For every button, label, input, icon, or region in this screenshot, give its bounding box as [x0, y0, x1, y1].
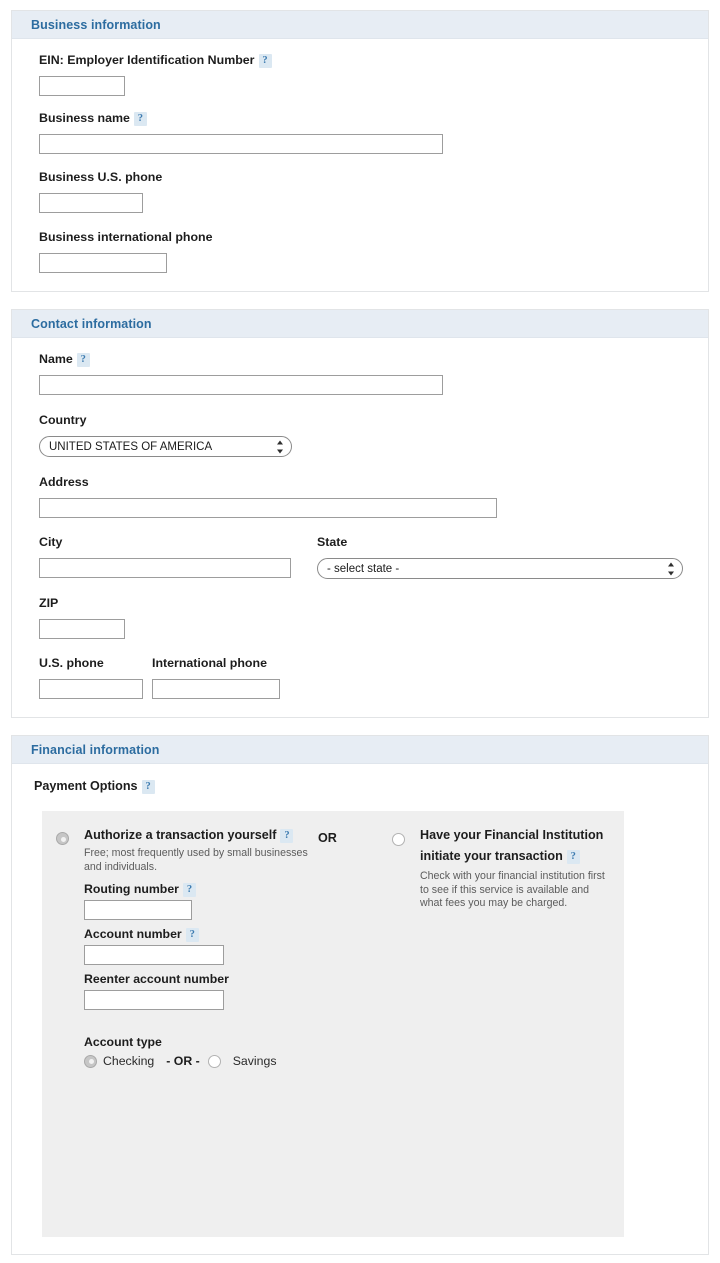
option-institution-help-icon[interactable]: ? [567, 850, 580, 864]
option-authorize-self-title: Authorize a transaction yourself [84, 828, 277, 842]
country-field [39, 412, 690, 457]
option-institution-initiate[interactable] [380, 825, 610, 919]
account-type-row [84, 1054, 318, 1068]
ein-help-icon[interactable]: ? [259, 54, 272, 68]
option-authorize-self-help-icon[interactable]: ? [280, 829, 293, 843]
address-field [39, 474, 690, 518]
radio-authorize-self[interactable] [56, 832, 69, 845]
contact-name-help-icon[interactable]: ? [77, 353, 90, 367]
business-information-header: Business information [12, 11, 708, 39]
business-information-panel [11, 10, 709, 292]
routing-number-label: Routing number [84, 882, 179, 896]
business-intl-phone-label: Business international phone [39, 230, 213, 244]
payment-options-box [42, 811, 624, 1237]
country-select-wrap [39, 436, 292, 457]
address-input[interactable] [39, 498, 497, 518]
zip-field [39, 595, 690, 639]
business-intl-phone-field [39, 229, 690, 273]
us-phone-label: U.S. phone [39, 656, 104, 670]
account-type-checking-label[interactable]: Checking [103, 1054, 155, 1068]
ein-input[interactable] [39, 76, 125, 96]
address-label-row [39, 474, 690, 494]
intl-phone-label: International phone [152, 656, 267, 670]
contact-information-header: Contact information [12, 310, 708, 338]
account-type-or-separator: - OR - [166, 1054, 200, 1068]
zip-label-row [39, 595, 690, 615]
contact-name-label-row [39, 351, 690, 371]
option-institution-title: Have your Financial Institution initiate your transaction [420, 828, 604, 863]
business-name-label: Business name [39, 111, 130, 125]
country-label-row [39, 412, 690, 432]
city-state-row [39, 534, 690, 579]
intl-phone-input[interactable] [152, 679, 280, 699]
reenter-account-number-field [84, 972, 318, 1010]
phones-row [39, 655, 690, 699]
state-select[interactable] [317, 558, 683, 579]
us-phone-label-row [39, 655, 152, 675]
state-label: State [317, 535, 348, 549]
business-name-input[interactable] [39, 134, 443, 154]
reenter-account-number-input[interactable] [84, 990, 224, 1010]
account-number-label: Account number [84, 927, 182, 941]
zip-input[interactable] [39, 619, 125, 639]
business-intl-phone-input[interactable] [39, 253, 167, 273]
account-number-label-row [84, 927, 318, 942]
option-institution-description: Check with your financial institution first to see if this service is available and what fees you may be charged. [420, 870, 605, 909]
routing-number-input[interactable] [84, 900, 192, 920]
contact-information-body [12, 338, 708, 717]
financial-information-panel [11, 735, 709, 1255]
payment-options-label: Payment Options [34, 779, 138, 793]
country-label: Country [39, 413, 87, 427]
us-phone-input[interactable] [39, 679, 143, 699]
reenter-account-number-label: Reenter account number [84, 972, 229, 986]
state-label-row [317, 534, 690, 554]
account-type-savings-label[interactable]: Savings [232, 1054, 277, 1068]
contact-name-label: Name [39, 352, 73, 366]
state-field [317, 534, 690, 579]
routing-number-label-row [84, 882, 318, 897]
account-number-help-icon[interactable]: ? [186, 928, 199, 942]
zip-label: ZIP [39, 596, 59, 610]
payment-options-label-row [29, 777, 690, 794]
state-select-wrap [317, 558, 683, 579]
account-number-input[interactable] [84, 945, 224, 965]
city-label: City [39, 535, 63, 549]
reenter-account-number-label-row [84, 972, 318, 987]
account-type-label: Account type [84, 1035, 162, 1049]
option-authorize-self[interactable] [56, 825, 318, 1068]
business-us-phone-label: Business U.S. phone [39, 170, 163, 184]
contact-name-input[interactable] [39, 375, 443, 395]
ein-label-row [39, 52, 690, 72]
business-information-body [12, 39, 708, 291]
intl-phone-label-row [152, 655, 292, 675]
routing-number-help-icon[interactable]: ? [183, 883, 196, 897]
ein-field [39, 52, 690, 96]
business-intl-phone-label-row [39, 229, 690, 249]
option-authorize-self-description: Free; most frequently used by small businesses and individuals. [84, 847, 308, 873]
city-label-row [39, 534, 317, 554]
business-name-field [39, 110, 690, 154]
financial-information-body [12, 764, 708, 1254]
radio-institution-initiate[interactable] [392, 833, 405, 846]
account-number-field [84, 927, 318, 965]
payment-options-row [56, 825, 610, 1068]
contact-information-panel [11, 309, 709, 718]
contact-name-field [39, 351, 690, 395]
business-name-help-icon[interactable]: ? [134, 112, 147, 126]
routing-number-field [84, 882, 318, 920]
business-us-phone-input[interactable] [39, 193, 143, 213]
city-field [39, 534, 317, 579]
country-select[interactable] [39, 436, 292, 457]
business-us-phone-field [39, 169, 690, 213]
city-input[interactable] [39, 558, 291, 578]
us-phone-field [39, 655, 152, 699]
ein-label: EIN: Employer Identification Number [39, 53, 255, 67]
option-institution-title-row [420, 825, 610, 867]
business-name-label-row [39, 110, 690, 130]
radio-account-type-checking[interactable] [84, 1055, 97, 1068]
radio-account-type-savings[interactable] [208, 1055, 221, 1068]
business-us-phone-label-row [39, 169, 690, 189]
option-authorize-self-title-row [84, 825, 318, 845]
financial-information-header: Financial information [12, 736, 708, 764]
payment-options-or-label: OR [318, 831, 337, 845]
intl-phone-field [152, 655, 292, 699]
payment-options-help-icon[interactable]: ? [142, 780, 155, 794]
address-label: Address [39, 475, 89, 489]
